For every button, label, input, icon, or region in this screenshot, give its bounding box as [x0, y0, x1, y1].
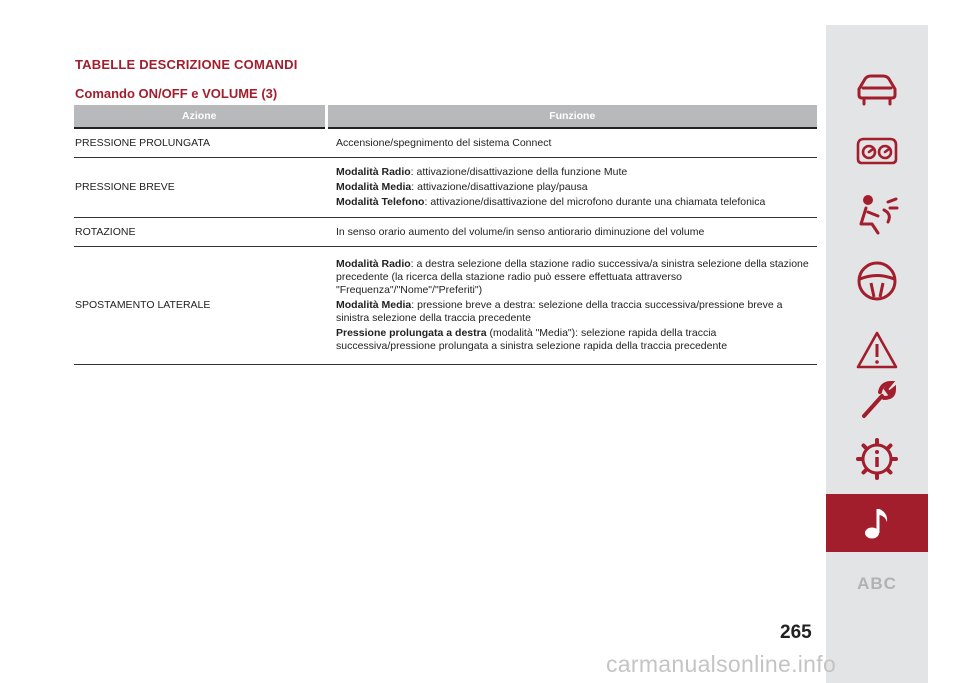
function-line — [336, 258, 811, 297]
function-mode-label: Modalità Telefono — [336, 196, 425, 208]
action-cell: SPOSTAMENTO LATERALE — [74, 247, 326, 365]
section-title: TABELLE DESCRIZIONE COMANDI — [75, 57, 298, 72]
function-mode-label: Modalità Media — [336, 181, 412, 193]
watermark: carmanualsonline.info — [606, 651, 837, 677]
function-cell — [326, 158, 817, 218]
subsection-title: Comando ON/OFF e VOLUME (3) — [75, 86, 278, 101]
action-cell: PRESSIONE BREVE — [74, 158, 326, 218]
info-gear-icon[interactable] — [826, 430, 928, 488]
function-text: : attivazione/disattivazione del microfono durante una chiamata telefonica — [424, 196, 766, 208]
function-cell — [326, 247, 817, 365]
function-text: Accensione/spegnimento del sistema Connect — [336, 136, 552, 149]
abc-label: ABC — [857, 574, 897, 593]
table-row — [74, 247, 817, 365]
function-cell — [326, 218, 817, 247]
function-line — [336, 327, 811, 353]
page-number: 265 — [780, 622, 812, 643]
function-line — [336, 181, 811, 194]
action-cell: PRESSIONE PROLUNGATA — [74, 128, 326, 158]
table-row — [74, 218, 817, 247]
car-icon[interactable] — [826, 61, 928, 119]
chapter-sidebar — [826, 25, 928, 683]
music-note-icon[interactable] — [826, 494, 928, 552]
function-mode-label: Modalità Radio — [336, 258, 411, 270]
function-text: (modalità "Media"): selezione rapida della traccia successiva/pressione prolungata a sinistra selezione rapida della traccia precedente — [336, 327, 728, 352]
abc-index-icon[interactable] — [826, 555, 928, 613]
table-header-row — [74, 105, 817, 128]
airbag-seat-icon[interactable] — [826, 185, 928, 243]
commands-table — [74, 105, 817, 365]
function-text: In senso orario aumento del volume/in senso antiorario diminuzione del volume — [336, 225, 705, 238]
function-mode-label: Modalità Media — [336, 299, 412, 311]
function-line — [336, 166, 811, 179]
function-text: : attivazione/disattivazione play/pausa — [411, 181, 588, 193]
table-row — [74, 128, 817, 158]
table-row — [74, 158, 817, 218]
function-mode-label: Pressione prolungata a destra — [336, 327, 487, 339]
function-text: : pressione breve a destra: selezione della traccia successiva/pressione breve a sinistra selezione della traccia precedente — [336, 299, 783, 324]
function-line — [336, 226, 811, 239]
function-text: : attivazione/disattivazione della funzione Mute — [410, 166, 628, 178]
function-text: : a destra selezione della stazione radio successiva/a sinistra selezione della stazione precedente (la ricerca della stazione radio può essere effettuata attraverso "Frequenza"/"Nome"/"Preferiti") — [336, 258, 809, 296]
function-mode-label: Modalità Radio — [336, 166, 411, 178]
header-azione: Azione — [74, 105, 326, 128]
wrench-icon[interactable] — [826, 371, 928, 429]
function-line — [336, 299, 811, 325]
dashboard-gauges-icon[interactable] — [826, 122, 928, 180]
steering-wheel-icon[interactable] — [826, 252, 928, 310]
function-line — [336, 137, 811, 150]
header-funzione: Funzione — [326, 105, 817, 128]
function-cell — [326, 128, 817, 158]
action-cell: ROTAZIONE — [74, 218, 326, 247]
function-line — [336, 196, 811, 209]
